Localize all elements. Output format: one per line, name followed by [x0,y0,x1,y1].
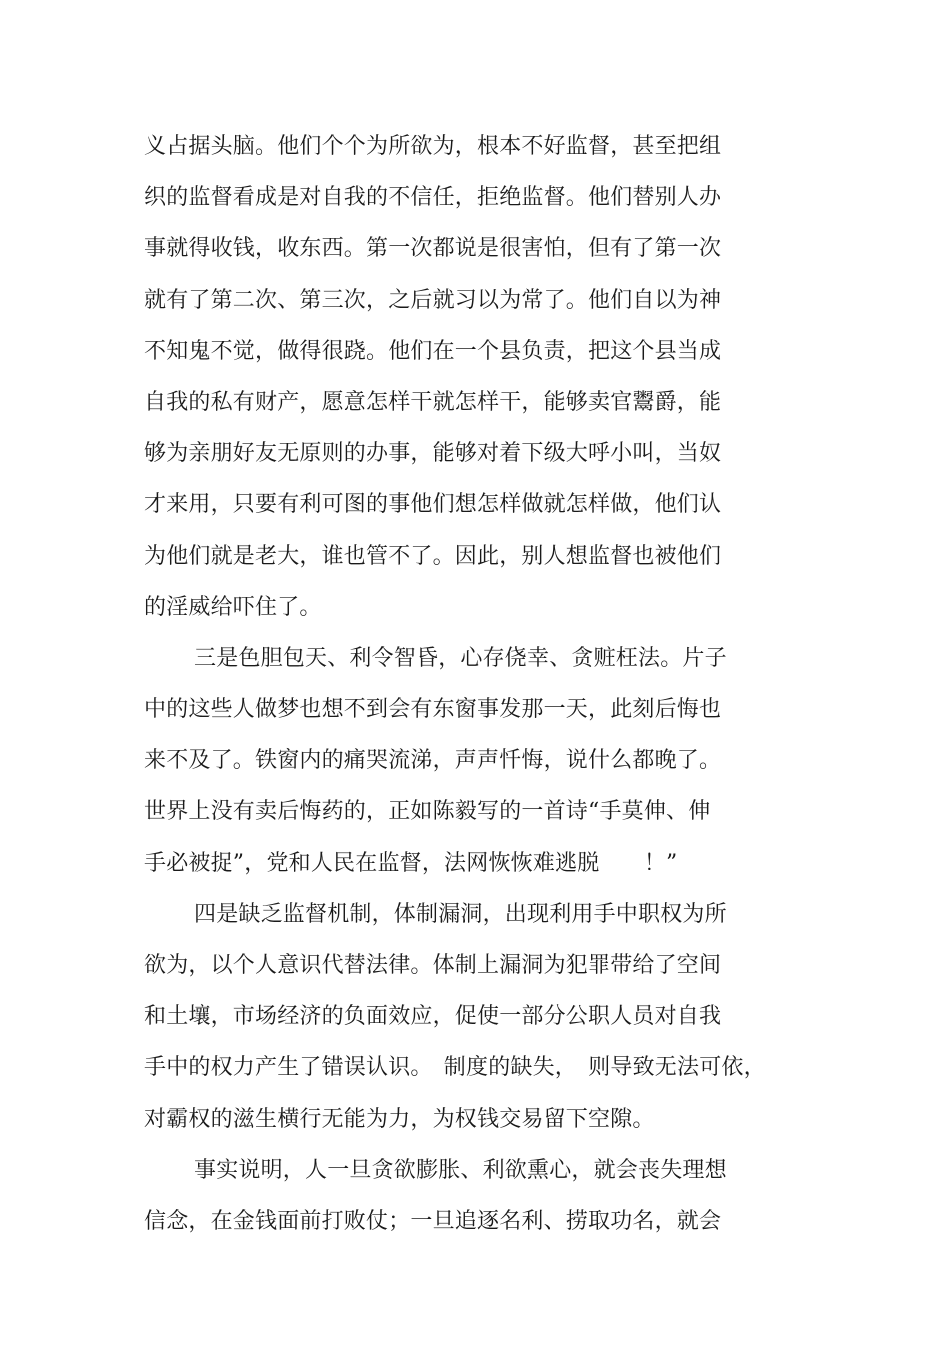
text-line: 就有了第二次、第三次，之后就习以为常了。他们自以为神 [144,287,722,313]
text-line: 义占据头脑。他们个个为所欲为，根本不好监督，甚至把组 [144,134,722,159]
text-line: 信念，在金钱面前打败仗；一旦追逐名利、捞取功名，就会 [144,1208,722,1234]
text-line: 世界上没有卖后悔药的，正如陈毅写的一首诗“手莫伸、伸 [144,799,711,825]
text-line: 和土壤，市场经济的负面效应，促使一部分公职人员对自我 [144,1004,722,1030]
text-line: 够为亲朋好友无原则的办事，能够对着下级大呼小叫，当奴 [144,441,722,467]
text-line: 才来用，只要有利可图的事他们想怎样做就怎样做，他们认 [144,492,722,518]
text-line: 事就得收钱，收东西。第一次都说是很害怕，但有了第一次 [144,236,722,262]
text-line: 手中的权力产生了错误认识。 制度的缺失， 则导致无法可依， [144,1055,766,1081]
text-line: 来不及了。铁窗内的痛哭流涕，声声忏悔，说什么都晚了。 [144,748,722,774]
text-line: 中的这些人做梦也想不到会有东窗事发那一天，此刻后悔也 [144,697,722,723]
text-line: 四是缺乏监督机制，体制漏洞，出现利用手中职权为所 [194,901,727,927]
text-line: 自我的私有财产，愿意怎样干就怎样干，能够卖官鬻爵，能 [144,389,722,415]
text-line: 的淫威给吓住了。 [144,594,322,620]
document-body [144,121,824,1247]
text-line: 欲为，以个人意识代替法律。体制上漏洞为犯罪带给了空间 [144,953,722,978]
text-line: 对霸权的滋生横行无能为力，为权钱交易留下空隙。 [144,1106,655,1132]
text-line: 不知鬼不觉，做得很跷。他们在一个县负责，把这个县当成 [144,338,722,364]
text-line: 事实说明，人一旦贪欲膨胀、利欲熏心，就会丧失理想 [194,1157,727,1183]
text-line: 三是色胆包天、利令智昏，心存侥幸、贪赃枉法。片子 [194,645,727,671]
text-line: 为他们就是老大，谁也管不了。因此，别人想监督也被他们 [144,543,722,569]
text-line: 手必被捉”，党和人民在监督，法网恢恢难逃脱 ！” [144,850,678,876]
text-line: 织的监督看成是对自我的不信任，拒绝监督。他们替别人办 [144,185,722,211]
